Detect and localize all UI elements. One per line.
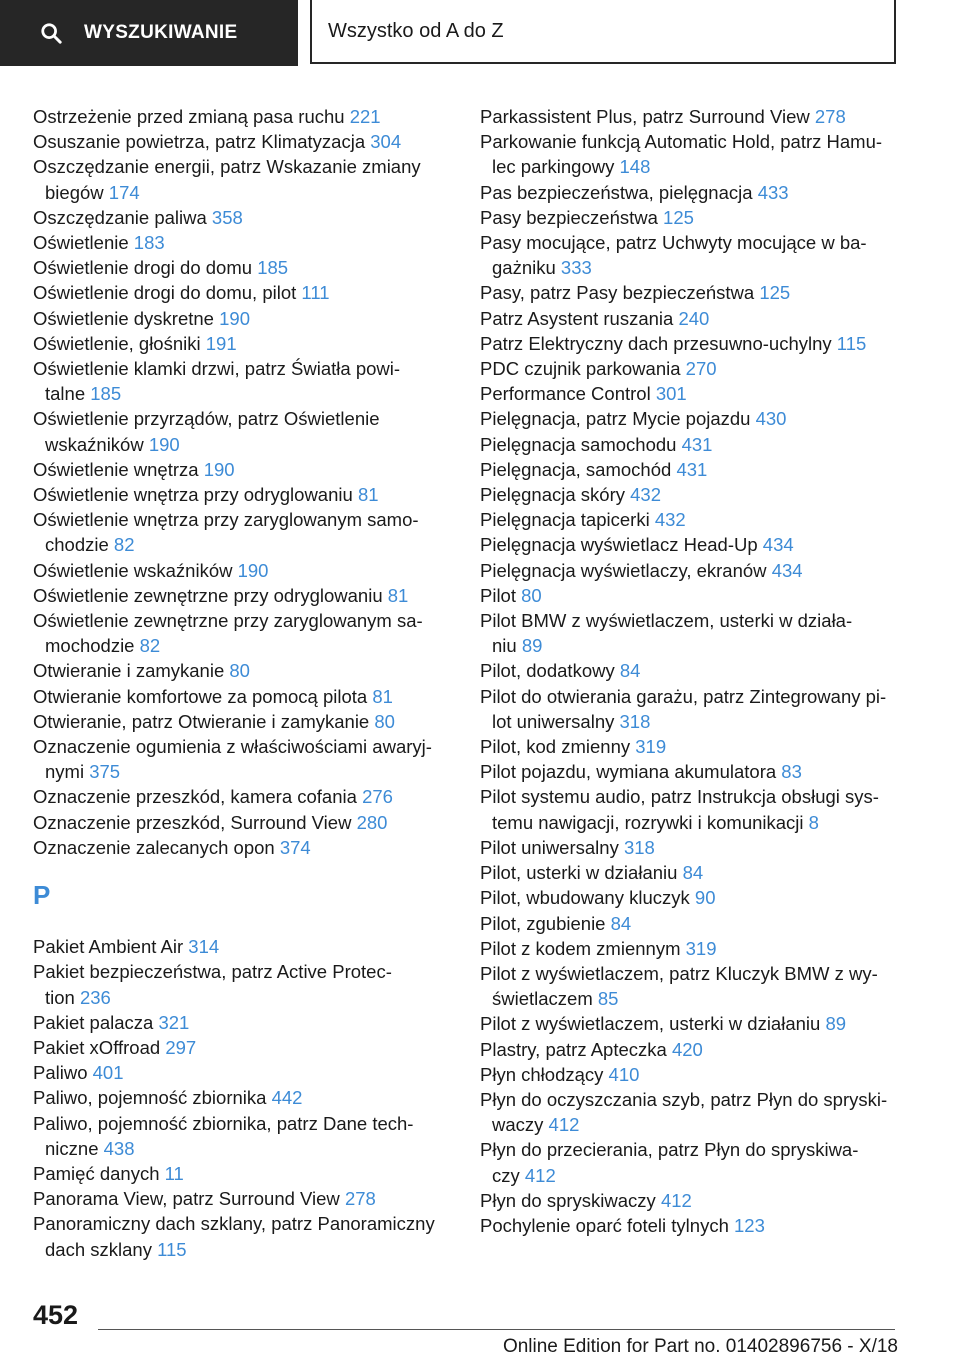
index-entry-continuation (45, 633, 453, 658)
index-entry-text: Oznaczenie przeszkód, kamera cofania (33, 786, 357, 808)
top-bar (0, 0, 960, 66)
index-entry (480, 1087, 920, 1137)
page-link[interactable]: 276 (362, 786, 393, 808)
index-entry-text: Oświetlenie zewnętrzne przy zaryglowanym sa- (33, 610, 423, 632)
index-entry (480, 331, 920, 356)
index-entry-text: Oświetlenie wnętrza przy odryglowaniu (33, 484, 353, 506)
index-entry-continuation-text: lec parkingowy (492, 156, 615, 178)
index-entry (33, 784, 453, 809)
index-entry-text: Patrz Elektryczny dach przesuwno-uchylny (480, 332, 832, 354)
index-entry (33, 734, 453, 784)
search-button[interactable] (0, 0, 298, 66)
index-entry-text: Pasy bezpieczeństwa (480, 206, 658, 228)
index-entry (480, 230, 920, 280)
index-entry-text: Pochylenie oparć foteli tylnych (480, 1214, 729, 1236)
index-entry-text: Oznaczenie przeszkód, Surround View (33, 811, 352, 833)
page-link[interactable]: 115 (836, 332, 867, 354)
index-entry (33, 934, 453, 959)
page-link[interactable]: 84 (610, 912, 632, 934)
page-link[interactable]: 183 (133, 232, 165, 254)
index-entry (480, 457, 920, 482)
page-link[interactable]: 442 (271, 1087, 303, 1109)
index-entry-continuation (45, 985, 453, 1010)
index-entry-text: Oświetlenie (33, 232, 129, 254)
page-link[interactable]: 191 (205, 332, 237, 354)
page-link[interactable]: 83 (781, 761, 802, 783)
page-link[interactable]: 236 (79, 986, 111, 1008)
index-entry-text: Oszczędzanie energii, patrz Wskazanie zmiany (33, 156, 421, 178)
page-link[interactable]: 221 (349, 106, 381, 127)
page-link[interactable]: 185 (90, 383, 122, 405)
index-entry-continuation (492, 255, 920, 280)
index-entry (33, 583, 453, 608)
page-link[interactable]: 431 (681, 433, 713, 455)
page-link[interactable]: 123 (734, 1214, 765, 1236)
page-link[interactable]: 297 (165, 1036, 197, 1058)
index-entry (480, 1213, 920, 1238)
page-link[interactable]: 319 (685, 937, 717, 959)
index-entry-text: Pielęgnacja wyświetlaczy, ekranów (480, 559, 767, 581)
index-entry-text: Oświetlenie dyskretne (33, 307, 214, 329)
index-entry-text: Parkassistent Plus, patrz Surround View (480, 106, 810, 127)
index-entry (480, 558, 920, 583)
index-entry-text: Pielęgnacja, samochód (480, 458, 672, 480)
index-entry-text: Oświetlenie drogi do domu (33, 257, 253, 279)
index-entry-continuation (45, 759, 453, 784)
index-entry-continuation (45, 532, 453, 557)
index-entry (480, 885, 920, 910)
index-entry-text: Pilot, dodatkowy (480, 660, 615, 682)
index-entry-text: Pakiet bezpieczeństwa, patrz Active Protec- (33, 961, 392, 983)
index-entry-text: Paliwo, pojemność zbiornika (33, 1087, 267, 1109)
page-link[interactable]: 89 (521, 635, 543, 657)
index-entry (480, 180, 920, 205)
index-entry-text: Pasy, patrz Pasy bezpieczeństwa (480, 282, 755, 304)
index-entry-text: Pakiet palacza (33, 1011, 154, 1033)
index-entry (33, 507, 453, 557)
page-link[interactable]: 148 (619, 156, 651, 178)
index-entry (33, 684, 453, 709)
index-entry-text: Oznaczenie zalecanych opon (33, 836, 275, 858)
index-entry (480, 356, 920, 381)
page-link[interactable]: 280 (356, 811, 388, 833)
page-link[interactable]: 304 (370, 131, 402, 153)
index-entry (480, 507, 920, 532)
search-icon (40, 22, 62, 44)
page-link[interactable]: 374 (279, 836, 311, 858)
index-entry-continuation (492, 1112, 920, 1137)
index-entry (33, 1186, 453, 1211)
index-entry-continuation (492, 154, 920, 179)
page-link[interactable]: 8 (808, 811, 819, 833)
index-entry-text: Pilot systemu audio, patrz Instrukcja obsługi sys- (480, 786, 879, 808)
index-entry-text: Pilot BMW z wyświetlaczem, usterki w działa- (480, 610, 853, 632)
page-link[interactable]: 81 (357, 484, 379, 506)
index-entry-text: Pasy mocujące, patrz Uchwyty mocujące w ba- (480, 232, 867, 254)
page-link[interactable]: 278 (814, 106, 846, 127)
index-entry-continuation (492, 709, 920, 734)
index-entry-continuation-text: wskaźników (45, 433, 144, 455)
index-entry-text: Oświetlenie, głośniki (33, 332, 201, 354)
page-link[interactable]: 430 (755, 408, 787, 430)
page-link[interactable]: 80 (229, 660, 250, 682)
index-entry (33, 608, 453, 658)
index-entry-continuation-text: temu nawigacji, rozrywki i komunikacji (492, 811, 804, 833)
index-entry-continuation (45, 1136, 453, 1161)
index-entry-text: Otwieranie, patrz Otwieranie i zamykanie (33, 710, 370, 732)
page-link[interactable]: 240 (678, 307, 710, 329)
footer-divider (98, 1329, 895, 1330)
index-entry-text: Pielęgnacja skóry (480, 484, 625, 506)
index-entry (480, 784, 920, 834)
index-entry (33, 1211, 453, 1261)
page-link[interactable]: 82 (139, 635, 161, 657)
index-entry-text: Ostrzeżenie przed zmianą pasa ruchu (33, 106, 345, 127)
index-entry (33, 1010, 453, 1035)
index-entry-text: Pamięć danych (33, 1162, 160, 1184)
index-entry-text: PDC czujnik parkowania (480, 358, 681, 380)
index-entry-text: Pilot uniwersalny (480, 836, 619, 858)
page-link[interactable]: 438 (103, 1137, 135, 1159)
page-link[interactable]: 278 (344, 1188, 376, 1210)
index-entry (480, 1011, 920, 1036)
index-list-p (33, 934, 453, 1262)
index-entry-continuation-text: dach szklany (45, 1238, 152, 1260)
index-entry-text: Płyn chłodzący (480, 1063, 604, 1085)
index-entry-text: Osuszanie powietrza, patrz Klimatyzacja (33, 131, 366, 153)
index-entry-continuation-text: niu (492, 635, 517, 657)
index-entry-text: Oszczędzanie paliwa (33, 206, 207, 228)
index-entry (33, 959, 453, 1009)
index-entry-text: Pilot pojazdu, wymiana akumulatora (480, 761, 777, 783)
index-entry-text: Panoramiczny dach szklany, patrz Panoramiczny (33, 1213, 435, 1235)
index-entry (33, 331, 453, 356)
index-entry-text: Oświetlenie wnętrza przy zaryglowanym samo- (33, 509, 419, 531)
index-entry (480, 860, 920, 885)
index-entry-text: Parkowanie funkcją Automatic Hold, patrz Hamu- (480, 131, 883, 153)
index-entry-text: Oświetlenie zewnętrzne przy odryglowaniu (33, 584, 383, 606)
index-entry-text: Pas bezpieczeństwa, pielęgnacja (480, 181, 753, 203)
index-entry (480, 1137, 920, 1187)
index-entry-continuation-text: lot uniwersalny (492, 710, 615, 732)
index-entry-text: Oświetlenie drogi do domu, pilot (33, 282, 297, 304)
index-entry (480, 104, 920, 129)
index-entry-continuation-text: świetlaczem (492, 988, 593, 1010)
index-entry-text: Pilot (480, 584, 516, 606)
index-entry-text: Pilot, usterki w działaniu (480, 862, 678, 884)
index-entry (480, 280, 920, 305)
index-entry-continuation (492, 810, 920, 835)
section-letter: P (33, 880, 51, 911)
index-entry-continuation-text: gażniku (492, 257, 556, 279)
index-entry-text: Pilot z wyświetlaczem, patrz Kluczyk BMW z wy- (480, 962, 878, 984)
index-entry (33, 104, 453, 129)
page-link[interactable]: 321 (158, 1011, 190, 1033)
index-entry-continuation (492, 986, 920, 1011)
page-link[interactable]: 270 (685, 358, 717, 380)
index-entry (33, 1085, 453, 1110)
page-link[interactable]: 314 (188, 936, 220, 958)
index-entry-continuation-text: mochodzie (45, 635, 135, 657)
page-link[interactable]: 81 (372, 685, 393, 707)
footer-edition: Online Edition for Part no. 01402896756 - X/18 (502, 1336, 898, 1357)
page-link[interactable]: 82 (113, 534, 135, 556)
index-entry (33, 558, 453, 583)
index-entry (480, 129, 920, 179)
index-entry-text: Plastry, patrz Apteczka (480, 1038, 667, 1060)
index-entry-text: Pilot z wyświetlaczem, usterki w działaniu (480, 1013, 821, 1035)
index-column-left (33, 104, 453, 1262)
page-link[interactable]: 412 (660, 1189, 692, 1211)
page-link[interactable]: 174 (108, 181, 140, 203)
index-entry (33, 1111, 453, 1161)
index-entry-text: Oświetlenie klamki drzwi, patrz Światła powi- (33, 358, 401, 380)
index-entry (480, 835, 920, 860)
index-entry-text: Pielęgnacja samochodu (480, 433, 677, 455)
page-link[interactable]: 318 (619, 710, 651, 732)
index-entry-continuation (492, 633, 920, 658)
page-link[interactable]: 190 (148, 433, 180, 455)
tab-title: Wszystko od A do Z (328, 19, 504, 42)
index-entry-continuation-text: talne (45, 383, 86, 405)
index-entry-continuation-text: nymi (45, 761, 85, 783)
index-entry (480, 734, 920, 759)
index-entry (480, 658, 920, 683)
index-entry (480, 759, 920, 784)
index-column-right (480, 104, 920, 1238)
index-entry-continuation-text: tion (45, 986, 75, 1008)
page-link[interactable]: 434 (771, 559, 803, 581)
index-entry (33, 658, 453, 683)
index-entry-text: Otwieranie i zamykanie (33, 660, 225, 682)
index-entry-text: Pilot, zgubienie (480, 912, 606, 934)
index-list-p-continued (480, 104, 920, 1238)
index-entry (480, 432, 920, 457)
index-entry-text: Panorama View, patrz Surround View (33, 1188, 340, 1210)
index-entry-continuation-text: waczy (492, 1114, 544, 1136)
index-entry-text: Oświetlenie wskaźników (33, 559, 233, 581)
page-link[interactable]: 412 (524, 1164, 556, 1186)
index-entry-continuation (492, 1163, 920, 1188)
page-link[interactable]: 90 (694, 887, 716, 909)
index-entry (480, 306, 920, 331)
index-entry-continuation (45, 1237, 453, 1262)
page-link[interactable]: 432 (630, 484, 662, 506)
index-entry (33, 205, 453, 230)
index-entry (33, 709, 453, 734)
index-entry-text: Paliwo, pojemność zbiornika, patrz Dane tech- (33, 1112, 414, 1134)
index-entry (33, 306, 453, 331)
index-entry-text: Performance Control (480, 383, 651, 405)
index-entry (33, 406, 453, 456)
index-list-o (33, 104, 453, 860)
index-entry (480, 936, 920, 961)
index-entry-text: Pilot, kod zmienny (480, 736, 631, 758)
index-entry (33, 482, 453, 507)
index-entry (33, 1161, 453, 1186)
index-entry (480, 205, 920, 230)
index-entry-text: Pilot, wbudowany kluczyk (480, 887, 690, 909)
page-link[interactable]: 434 (762, 534, 794, 556)
index-entry-text: Płyn do spryskiwaczy (480, 1189, 656, 1211)
index-entry (33, 255, 453, 280)
page-link[interactable]: 80 (521, 584, 542, 606)
index-entry-text: Płyn do przecierania, patrz Płyn do spryskiwa- (480, 1139, 859, 1161)
index-entry-continuation-text: niczne (45, 1137, 99, 1159)
page-link[interactable]: 84 (682, 862, 704, 884)
index-entry (33, 356, 453, 406)
page-link[interactable]: 185 (257, 257, 289, 279)
page-link[interactable]: 190 (219, 307, 250, 329)
index-entry (480, 1062, 920, 1087)
index-entry-continuation-text: biegów (45, 181, 104, 203)
index-entry (480, 381, 920, 406)
page-link[interactable]: 190 (237, 559, 269, 581)
index-entry (33, 154, 453, 204)
index-entry-continuation-text: czy (492, 1164, 520, 1186)
page-link[interactable]: 301 (655, 383, 687, 405)
index-entry-continuation (45, 381, 453, 406)
page-link[interactable]: 84 (619, 660, 641, 682)
index-entry (480, 532, 920, 557)
index-entry-text: Pakiet Ambient Air (33, 936, 184, 958)
index-entry-continuation-text: chodzie (45, 534, 109, 556)
index-entry-continuation (45, 432, 453, 457)
page-link[interactable]: 125 (663, 206, 694, 228)
page-link[interactable]: 115 (157, 1238, 187, 1260)
page-link[interactable]: 111 (301, 282, 330, 304)
index-entry-text: Pielęgnacja wyświetlacz Head-Up (480, 534, 758, 556)
page-link[interactable]: 333 (560, 257, 592, 279)
search-label: WYSZUKIWANIE (84, 22, 238, 43)
index-entry (33, 280, 453, 305)
index-entry (480, 961, 920, 1011)
index-entry (33, 1035, 453, 1060)
index-entry-text: Oświetlenie przyrządów, patrz Oświetlenie (33, 408, 380, 430)
page-link[interactable]: 125 (759, 282, 791, 304)
index-entry-text: Pilot do otwierania garażu, patrz Zintegrowany pi- (480, 685, 887, 707)
page-link[interactable]: 410 (608, 1063, 640, 1085)
index-entry (33, 835, 453, 860)
index-entry-text: Pielęgnacja, patrz Mycie pojazdu (480, 408, 751, 430)
page-link[interactable]: 432 (654, 509, 686, 531)
index-entry (33, 1060, 453, 1085)
index-entry-text: Oświetlenie wnętrza (33, 458, 199, 480)
index-entry-text: Pielęgnacja tapicerki (480, 509, 650, 531)
index-entry-text: Płyn do oczyszczania szyb, patrz Płyn do spryski- (480, 1088, 888, 1110)
index-entry (33, 457, 453, 482)
index-entry (480, 406, 920, 431)
page-link[interactable]: 420 (671, 1038, 703, 1060)
index-entry-text: Oznaczenie ogumienia z właściwościami awaryj- (33, 736, 432, 758)
page-link[interactable]: 319 (635, 736, 667, 758)
index-entry (480, 1188, 920, 1213)
index-entry (480, 583, 920, 608)
page-link[interactable]: 89 (825, 1013, 847, 1035)
page-link[interactable]: 190 (203, 458, 235, 480)
index-entry (480, 608, 920, 658)
page-number: 452 (33, 1300, 79, 1330)
tab-index-a-z[interactable] (310, 0, 896, 64)
page-link[interactable]: 80 (374, 710, 395, 732)
page-link[interactable]: 431 (676, 458, 708, 480)
page-link[interactable]: 375 (89, 761, 121, 783)
page-link[interactable]: 358 (211, 206, 243, 228)
page-link[interactable]: 81 (387, 584, 409, 606)
index-entry (480, 1037, 920, 1062)
index-entry-continuation (45, 180, 453, 205)
index-entry-text: Otwieranie komfortowe za pomocą pilota (33, 685, 368, 707)
index-entry (33, 810, 453, 835)
page-link[interactable]: 401 (92, 1062, 124, 1084)
page-link[interactable]: 318 (623, 836, 655, 858)
index-entry-text: Pilot z kodem zmiennym (480, 937, 681, 959)
index-entry (33, 129, 453, 154)
page-link[interactable]: 412 (548, 1114, 580, 1136)
index-entry (480, 684, 920, 734)
page-link[interactable]: 85 (597, 988, 619, 1010)
index-entry-text: Paliwo (33, 1062, 88, 1084)
index-entry-text: Patrz Asystent ruszania (480, 307, 674, 329)
page-link[interactable]: 433 (757, 181, 789, 203)
index-entry-text: Pakiet xOffroad (33, 1036, 161, 1058)
index-entry (33, 230, 453, 255)
index-entry (480, 482, 920, 507)
index-entry (480, 911, 920, 936)
page-link[interactable]: 11 (164, 1162, 184, 1184)
